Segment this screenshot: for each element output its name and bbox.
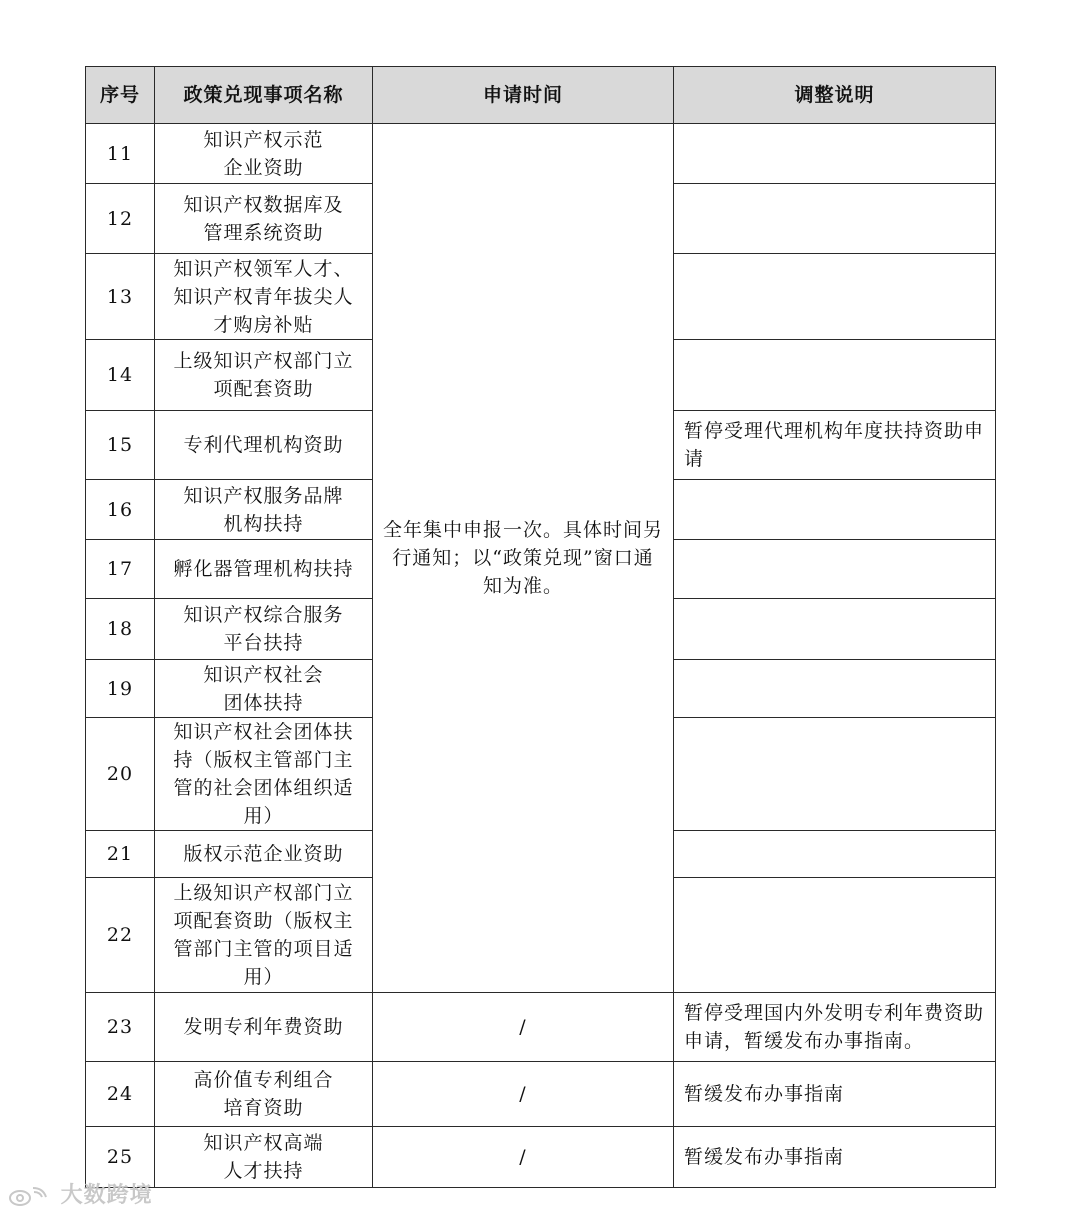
row-index: 13 xyxy=(86,254,155,340)
weibo-logo-icon xyxy=(8,1186,48,1206)
table-row xyxy=(86,1062,996,1127)
row-adjust-note xyxy=(674,480,996,540)
header-item-name: 政策兑现事项名称 xyxy=(155,67,373,124)
watermark xyxy=(8,1178,153,1209)
policy-table xyxy=(85,66,996,1188)
row-item-name: 专利代理机构资助 xyxy=(155,411,373,480)
row-index: 22 xyxy=(86,878,155,993)
row-index: 11 xyxy=(86,124,155,184)
row-apply-time: / xyxy=(373,1062,674,1127)
row-adjust-note: 暂停受理国内外发明专利年费资助申请，暂缓发布办事指南。 xyxy=(674,993,996,1062)
header-index: 序号 xyxy=(86,67,155,124)
row-item-name: 发明专利年费资助 xyxy=(155,993,373,1062)
row-adjust-note xyxy=(674,540,996,599)
header-adjust-note: 调整说明 xyxy=(674,67,996,124)
row-index: 15 xyxy=(86,411,155,480)
table-header-row xyxy=(86,67,996,124)
row-adjust-note xyxy=(674,599,996,660)
watermark-text: 大数跨境 xyxy=(60,1183,153,1208)
row-adjust-note: 暂停受理代理机构年度扶持资助申请 xyxy=(674,411,996,480)
row-adjust-note xyxy=(674,718,996,831)
row-index: 23 xyxy=(86,993,155,1062)
row-index: 14 xyxy=(86,340,155,411)
row-item-name: 知识产权综合服务 平台扶持 xyxy=(155,599,373,660)
row-item-name: 知识产权服务品牌 机构扶持 xyxy=(155,480,373,540)
table-row xyxy=(86,1127,996,1188)
row-adjust-note xyxy=(674,878,996,993)
row-index: 18 xyxy=(86,599,155,660)
row-item-name: 上级知识产权部门立 项配套资助 xyxy=(155,340,373,411)
row-adjust-note xyxy=(674,340,996,411)
row-index: 17 xyxy=(86,540,155,599)
row-index: 24 xyxy=(86,1062,155,1127)
row-adjust-note xyxy=(674,660,996,718)
row-adjust-note: 暂缓发布办事指南 xyxy=(674,1062,996,1127)
row-item-name: 知识产权示范 企业资助 xyxy=(155,124,373,184)
row-item-name: 高价值专利组合 培育资助 xyxy=(155,1062,373,1127)
row-adjust-note xyxy=(674,184,996,254)
row-adjust-note xyxy=(674,831,996,878)
row-item-name: 知识产权高端 人才扶持 xyxy=(155,1127,373,1188)
row-index: 25 xyxy=(86,1127,155,1188)
row-adjust-note: 暂缓发布办事指南 xyxy=(674,1127,996,1188)
row-item-name: 知识产权社会团体扶 持（版权主管部门主 管的社会团体组织适 用） xyxy=(155,718,373,831)
row-item-name: 知识产权数据库及 管理系统资助 xyxy=(155,184,373,254)
shared-apply-time: 全年集中申报一次。具体时间另行通知；以“政策兑现”窗口通知为准。 xyxy=(373,124,674,993)
row-index: 21 xyxy=(86,831,155,878)
row-adjust-note xyxy=(674,254,996,340)
row-item-name: 上级知识产权部门立 项配套资助（版权主 管部门主管的项目适 用） xyxy=(155,878,373,993)
row-item-name: 知识产权领军人才、 知识产权青年拔尖人 才购房补贴 xyxy=(155,254,373,340)
row-adjust-note xyxy=(674,124,996,184)
row-item-name: 孵化器管理机构扶持 xyxy=(155,540,373,599)
row-item-name: 知识产权社会 团体扶持 xyxy=(155,660,373,718)
row-index: 20 xyxy=(86,718,155,831)
row-index: 19 xyxy=(86,660,155,718)
row-apply-time: / xyxy=(373,993,674,1062)
row-apply-time: / xyxy=(373,1127,674,1188)
header-apply-time: 申请时间 xyxy=(373,67,674,124)
table-row xyxy=(86,124,996,184)
row-index: 12 xyxy=(86,184,155,254)
row-item-name: 版权示范企业资助 xyxy=(155,831,373,878)
row-index: 16 xyxy=(86,480,155,540)
table-row xyxy=(86,993,996,1062)
